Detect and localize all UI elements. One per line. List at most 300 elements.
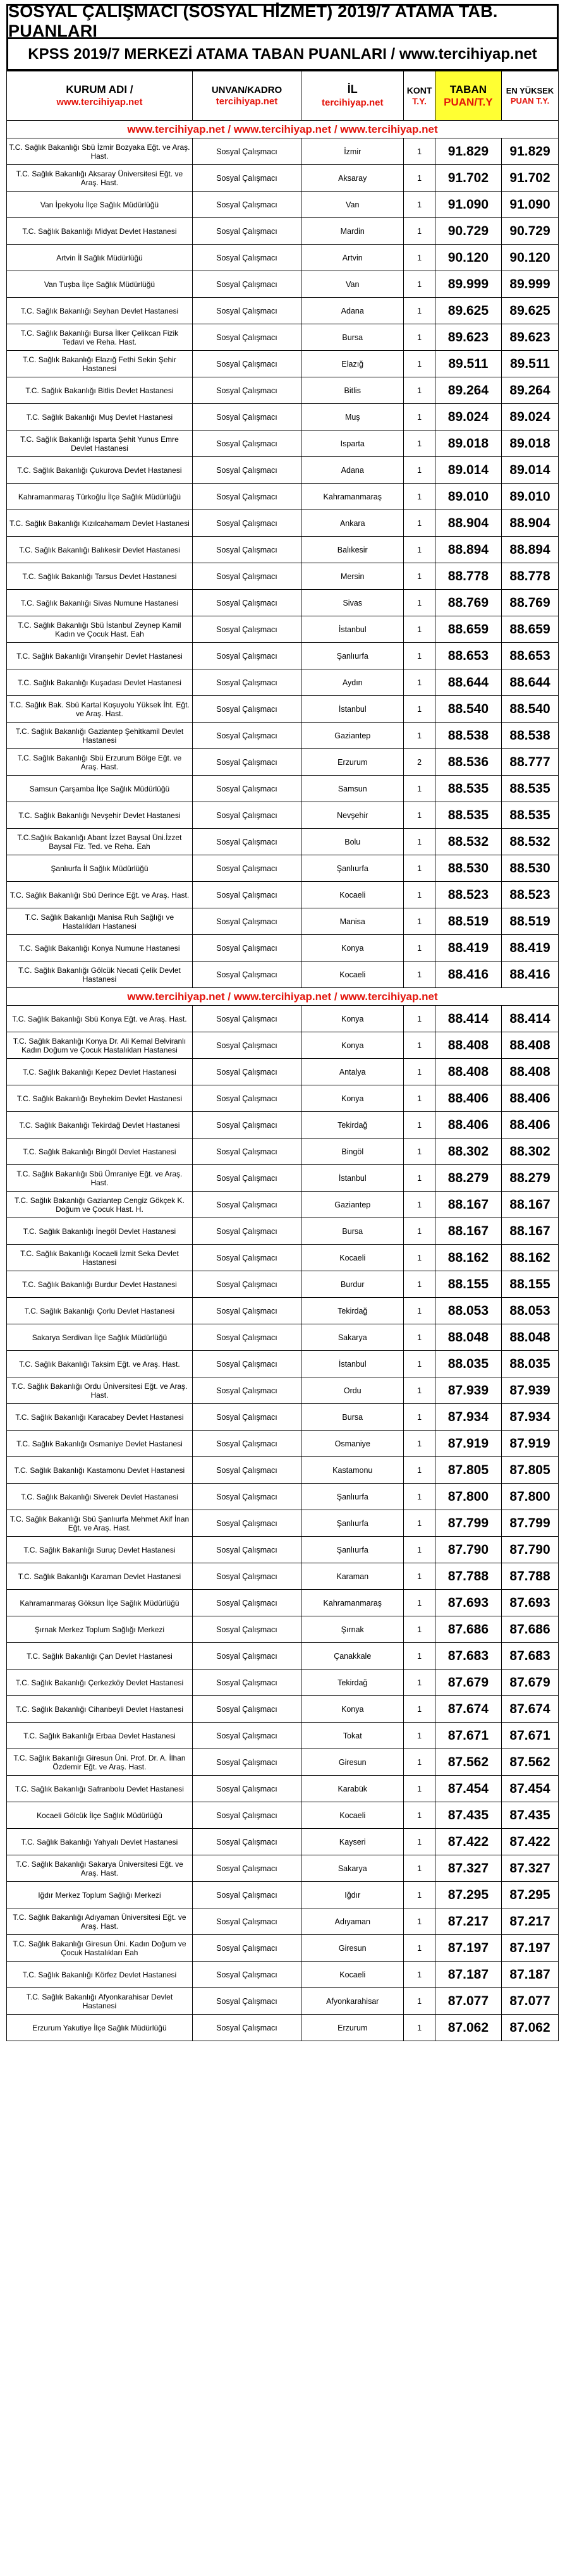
kontenjan-cell: 1	[404, 1298, 435, 1324]
table-row	[7, 1457, 559, 1484]
kurum-cell: T.C. Sağlık Bakanlığı Çan Devlet Hastanesi	[7, 1643, 193, 1670]
il-cell: Isparta	[301, 430, 404, 457]
il-cell: Kocaeli	[301, 961, 404, 988]
kurum-cell: T.C. Sağlık Bakanlığı Erbaa Devlet Hastanesi	[7, 1723, 193, 1749]
kurum-cell: T.C. Sağlık Bakanlığı Nevşehir Devlet Hastanesi	[7, 802, 193, 829]
unvan-cell: Sosyal Çalışmacı	[192, 669, 301, 696]
il-cell: Kayseri	[301, 1829, 404, 1855]
unvan-cell: Sosyal Çalışmacı	[192, 1829, 301, 1855]
en-yuksek-puan-cell: 89.625	[502, 298, 559, 324]
table-row	[7, 1802, 559, 1829]
unvan-cell: Sosyal Çalışmacı	[192, 643, 301, 669]
unvan-cell: Sosyal Çalışmacı	[192, 1882, 301, 1908]
table-row	[7, 1616, 559, 1643]
taban-puan-cell: 88.406	[435, 1085, 501, 1112]
taban-puan-cell: 88.644	[435, 669, 501, 696]
unvan-cell: Sosyal Çalışmacı	[192, 1935, 301, 1962]
kontenjan-cell: 1	[404, 1085, 435, 1112]
table-row	[7, 1590, 559, 1616]
il-cell: Karaman	[301, 1563, 404, 1590]
taban-puan-cell: 88.536	[435, 749, 501, 776]
il-cell: Tekirdağ	[301, 1670, 404, 1696]
kontenjan-cell: 1	[404, 1510, 435, 1537]
il-cell: Adıyaman	[301, 1908, 404, 1935]
il-cell: Elazığ	[301, 351, 404, 377]
table-row	[7, 1059, 559, 1085]
il-cell: Şanlıurfa	[301, 643, 404, 669]
table-row	[7, 1218, 559, 1245]
kontenjan-cell: 1	[404, 1829, 435, 1855]
unvan-cell: Sosyal Çalışmacı	[192, 1537, 301, 1563]
en-yuksek-puan-cell: 87.187	[502, 1962, 559, 1988]
table-row	[7, 1245, 559, 1271]
kurum-cell: T.C. Sağlık Bakanlığı Bursa İlker Çelikcan Fizik Tedavi ve Reha. Hast.	[7, 324, 193, 351]
table-row	[7, 1935, 559, 1962]
kontenjan-cell: 1	[404, 1776, 435, 1802]
kontenjan-cell: 1	[404, 1484, 435, 1510]
unvan-cell: Sosyal Çalışmacı	[192, 616, 301, 643]
kurum-cell: Iğdır Merkez Toplum Sağlığı Merkezi	[7, 1882, 193, 1908]
unvan-cell: Sosyal Çalışmacı	[192, 1032, 301, 1059]
en-yuksek-puan-cell: 89.511	[502, 351, 559, 377]
table-row	[7, 1696, 559, 1723]
table-row	[7, 829, 559, 855]
taban-puan-cell: 87.077	[435, 1988, 501, 2015]
unvan-cell: Sosyal Çalışmacı	[192, 1377, 301, 1404]
table-row	[7, 1855, 559, 1882]
unvan-cell: Sosyal Çalışmacı	[192, 1138, 301, 1165]
il-cell: Ordu	[301, 1377, 404, 1404]
unvan-cell: Sosyal Çalışmacı	[192, 1298, 301, 1324]
il-cell: İzmir	[301, 138, 404, 165]
unvan-cell: Sosyal Çalışmacı	[192, 723, 301, 749]
il-cell: Kastamonu	[301, 1457, 404, 1484]
table-row	[7, 430, 559, 457]
kurum-cell: T.C. Sağlık Bakanlığı Sbü Erzurum Bölge Eğt. ve Araş. Hast.	[7, 749, 193, 776]
en-yuksek-puan-cell: 87.562	[502, 1749, 559, 1776]
il-cell: Konya	[301, 1085, 404, 1112]
header-il-site: tercihiyap.net	[321, 97, 384, 108]
il-cell: Kocaeli	[301, 1962, 404, 1988]
en-yuksek-puan-cell: 89.014	[502, 457, 559, 484]
unvan-cell: Sosyal Çalışmacı	[192, 351, 301, 377]
taban-puan-cell: 87.562	[435, 1749, 501, 1776]
taban-puan-cell: 87.295	[435, 1882, 501, 1908]
kurum-cell: Van Tuşba İlçe Sağlık Müdürlüğü	[7, 271, 193, 298]
unvan-cell: Sosyal Çalışmacı	[192, 298, 301, 324]
kontenjan-cell: 1	[404, 1670, 435, 1696]
en-yuksek-puan-cell: 89.018	[502, 430, 559, 457]
unvan-cell: Sosyal Çalışmacı	[192, 1723, 301, 1749]
unvan-cell: Sosyal Çalışmacı	[192, 749, 301, 776]
il-cell: Tokat	[301, 1723, 404, 1749]
il-cell: İstanbul	[301, 1165, 404, 1192]
kontenjan-cell: 1	[404, 723, 435, 749]
taban-puan-cell: 87.327	[435, 1855, 501, 1882]
kontenjan-cell: 1	[404, 1988, 435, 2015]
taban-puan-cell: 89.014	[435, 457, 501, 484]
en-yuksek-puan-cell: 87.683	[502, 1643, 559, 1670]
il-cell: Kocaeli	[301, 882, 404, 908]
taban-puan-cell: 87.800	[435, 1484, 501, 1510]
kontenjan-cell: 1	[404, 1696, 435, 1723]
en-yuksek-puan-cell: 90.120	[502, 245, 559, 271]
il-cell: Adana	[301, 457, 404, 484]
kontenjan-cell: 1	[404, 1935, 435, 1962]
watermark-row	[7, 121, 559, 138]
header-kurum	[7, 71, 193, 121]
kurum-cell: T.C. Sağlık Bakanlığı Afyonkarahisar Devlet Hastanesi	[7, 1988, 193, 2015]
header-kont	[404, 71, 435, 121]
table-row	[7, 1670, 559, 1696]
kontenjan-cell: 1	[404, 457, 435, 484]
kurum-cell: T.C. Sağlık Bakanlığı Sbü Ümraniye Eğt. ve Araş. Hast.	[7, 1165, 193, 1192]
en-yuksek-puan-cell: 88.408	[502, 1032, 559, 1059]
en-yuksek-puan-cell: 87.805	[502, 1457, 559, 1484]
page-title: SOSYAL ÇALIŞMACI (SOSYAL HİZMET) 2019/7 ATAMA TAB. PUANLARI	[6, 4, 559, 39]
kontenjan-cell: 1	[404, 669, 435, 696]
il-cell: Aydın	[301, 669, 404, 696]
table-row	[7, 1324, 559, 1351]
header-taban-ty: PUAN/T.Y	[444, 95, 493, 108]
kontenjan-cell: 1	[404, 1749, 435, 1776]
taban-puan-cell: 87.062	[435, 2015, 501, 2041]
table-row	[7, 749, 559, 776]
kurum-cell: T.C. Sağlık Bakanlığı Balıkesir Devlet Hastanesi	[7, 537, 193, 563]
kurum-cell: T.C. Sağlık Bakanlığı Sakarya Üniversitesi Eğt. ve Araş. Hast.	[7, 1855, 193, 1882]
kontenjan-cell: 1	[404, 1006, 435, 1032]
unvan-cell: Sosyal Çalışmacı	[192, 1988, 301, 2015]
en-yuksek-puan-cell: 88.540	[502, 696, 559, 723]
table-row	[7, 1138, 559, 1165]
taban-puan-cell: 89.511	[435, 351, 501, 377]
unvan-cell: Sosyal Çalışmacı	[192, 1192, 301, 1218]
table-row	[7, 643, 559, 669]
kurum-cell: T.C. Sağlık Bakanlığı Çukurova Devlet Hastanesi	[7, 457, 193, 484]
taban-puan-cell: 88.419	[435, 935, 501, 961]
table-row	[7, 1085, 559, 1112]
taban-puan-cell: 88.155	[435, 1271, 501, 1298]
taban-puan-cell: 89.024	[435, 404, 501, 430]
unvan-cell: Sosyal Çalışmacı	[192, 1802, 301, 1829]
kurum-cell: Artvin İl Sağlık Müdürlüğü	[7, 245, 193, 271]
en-yuksek-puan-cell: 90.729	[502, 218, 559, 245]
kontenjan-cell: 1	[404, 298, 435, 324]
taban-puan-cell: 90.729	[435, 218, 501, 245]
header-row	[7, 71, 559, 121]
taban-puan-cell: 88.406	[435, 1112, 501, 1138]
kurum-cell: T.C. Sağlık Bakanlığı Burdur Devlet Hastanesi	[7, 1271, 193, 1298]
en-yuksek-puan-cell: 88.416	[502, 961, 559, 988]
il-cell: Bursa	[301, 1404, 404, 1431]
unvan-cell: Sosyal Çalışmacı	[192, 1059, 301, 1085]
table-row	[7, 1484, 559, 1510]
kontenjan-cell: 1	[404, 1616, 435, 1643]
kurum-cell: T.C.Sağlık Bakanlığı Abant İzzet Baysal Üni.İzzet Baysal Fiz. Ted. ve Reha. Eah	[7, 829, 193, 855]
il-cell: Sivas	[301, 590, 404, 616]
en-yuksek-puan-cell: 87.077	[502, 1988, 559, 2015]
taban-puan-cell: 88.530	[435, 855, 501, 882]
en-yuksek-puan-cell: 88.777	[502, 749, 559, 776]
il-cell: Kahramanmaraş	[301, 484, 404, 510]
kurum-cell: T.C. Sağlık Bakanlığı Suruç Devlet Hastanesi	[7, 1537, 193, 1563]
kurum-cell: Kahramanmaraş Göksun İlçe Sağlık Müdürlüğü	[7, 1590, 193, 1616]
kurum-cell: T.C. Sağlık Bakanlığı Gölcük Necati Çelik Devlet Hastanesi	[7, 961, 193, 988]
kurum-cell: T.C. Sağlık Bakanlığı Bitlis Devlet Hastanesi	[7, 377, 193, 404]
table-row	[7, 1829, 559, 1855]
il-cell: Çanakkale	[301, 1643, 404, 1670]
en-yuksek-puan-cell: 88.048	[502, 1324, 559, 1351]
table-row	[7, 1723, 559, 1749]
il-cell: Ankara	[301, 510, 404, 537]
kurum-cell: T.C. Sağlık Bakanlığı Körfez Devlet Hastanesi	[7, 1962, 193, 1988]
kurum-cell: Erzurum Yakutiye İlçe Sağlık Müdürlüğü	[7, 2015, 193, 2041]
kurum-cell: T.C. Sağlık Bakanlığı Kepez Devlet Hastanesi	[7, 1059, 193, 1085]
kontenjan-cell: 1	[404, 776, 435, 802]
taban-puan-cell: 88.535	[435, 776, 501, 802]
en-yuksek-puan-cell: 88.519	[502, 908, 559, 935]
il-cell: Burdur	[301, 1271, 404, 1298]
table-row	[7, 457, 559, 484]
kontenjan-cell: 1	[404, 245, 435, 271]
table-row	[7, 2015, 559, 2041]
unvan-cell: Sosyal Çalışmacı	[192, 1776, 301, 1802]
kontenjan-cell: 1	[404, 165, 435, 192]
kontenjan-cell: 1	[404, 1802, 435, 1829]
en-yuksek-puan-cell: 88.894	[502, 537, 559, 563]
table-row	[7, 1537, 559, 1563]
table-row	[7, 510, 559, 537]
kurum-cell: T.C. Sağlık Bakanlığı Cihanbeyli Devlet Hastanesi	[7, 1696, 193, 1723]
unvan-cell: Sosyal Çalışmacı	[192, 1510, 301, 1537]
en-yuksek-puan-cell: 89.999	[502, 271, 559, 298]
il-cell: Antalya	[301, 1059, 404, 1085]
en-yuksek-puan-cell: 88.532	[502, 829, 559, 855]
unvan-cell: Sosyal Çalışmacı	[192, 1616, 301, 1643]
unvan-cell: Sosyal Çalışmacı	[192, 590, 301, 616]
il-cell: Artvin	[301, 245, 404, 271]
il-cell: Mersin	[301, 563, 404, 590]
header-kurum-label: KURUM ADI /	[66, 83, 133, 95]
table-row	[7, 404, 559, 430]
table-row	[7, 802, 559, 829]
en-yuksek-puan-cell: 87.686	[502, 1616, 559, 1643]
table-row	[7, 1032, 559, 1059]
il-cell: Kahramanmaraş	[301, 1590, 404, 1616]
unvan-cell: Sosyal Çalışmacı	[192, 218, 301, 245]
unvan-cell: Sosyal Çalışmacı	[192, 776, 301, 802]
kontenjan-cell: 1	[404, 935, 435, 961]
header-taban	[435, 71, 501, 121]
kurum-cell: Kahramanmaraş Türkoğlu İlçe Sağlık Müdürlüğü	[7, 484, 193, 510]
unvan-cell: Sosyal Çalışmacı	[192, 1908, 301, 1935]
unvan-cell: Sosyal Çalışmacı	[192, 537, 301, 563]
kontenjan-cell: 1	[404, 1218, 435, 1245]
en-yuksek-puan-cell: 88.279	[502, 1165, 559, 1192]
kontenjan-cell: 1	[404, 802, 435, 829]
taban-puan-cell: 88.523	[435, 882, 501, 908]
unvan-cell: Sosyal Çalışmacı	[192, 271, 301, 298]
kurum-cell: Sakarya Serdivan İlçe Sağlık Müdürlüğü	[7, 1324, 193, 1351]
unvan-cell: Sosyal Çalışmacı	[192, 829, 301, 855]
kontenjan-cell: 1	[404, 1537, 435, 1563]
taban-puan-cell: 88.769	[435, 590, 501, 616]
kontenjan-cell: 1	[404, 430, 435, 457]
taban-puan-cell: 87.217	[435, 1908, 501, 1935]
en-yuksek-puan-cell: 91.090	[502, 192, 559, 218]
il-cell: Muş	[301, 404, 404, 430]
taban-puan-cell: 87.788	[435, 1563, 501, 1590]
table-row	[7, 271, 559, 298]
en-yuksek-puan-cell: 88.419	[502, 935, 559, 961]
il-cell: Van	[301, 271, 404, 298]
kurum-cell: T.C. Sağlık Bakanlığı Kızılcahamam Devlet Hastanesi	[7, 510, 193, 537]
table-row	[7, 324, 559, 351]
taban-puan-cell: 88.904	[435, 510, 501, 537]
header-en-yuksek	[502, 71, 559, 121]
taban-puan-cell: 88.653	[435, 643, 501, 669]
unvan-cell: Sosyal Çalışmacı	[192, 1457, 301, 1484]
taban-puan-cell: 88.535	[435, 802, 501, 829]
kurum-cell: T.C. Sağlık Bakanlığı Seyhan Devlet Hastanesi	[7, 298, 193, 324]
table-row	[7, 1377, 559, 1404]
kontenjan-cell: 1	[404, 138, 435, 165]
header-taban-label: TABAN	[449, 83, 487, 95]
taban-puan-cell: 87.197	[435, 1935, 501, 1962]
en-yuksek-puan-cell: 88.778	[502, 563, 559, 590]
kontenjan-cell: 1	[404, 961, 435, 988]
taban-puan-cell: 87.435	[435, 1802, 501, 1829]
en-yuksek-puan-cell: 88.035	[502, 1351, 559, 1377]
kurum-cell: T.C. Sağlık Bakanlığı Sbü İstanbul Zeynep Kamil Kadın ve Çocuk Hast. Eah	[7, 616, 193, 643]
taban-puan-cell: 88.894	[435, 537, 501, 563]
il-cell: Giresun	[301, 1749, 404, 1776]
il-cell: İstanbul	[301, 1351, 404, 1377]
il-cell: Iğdır	[301, 1882, 404, 1908]
taban-puan-cell: 88.167	[435, 1218, 501, 1245]
en-yuksek-puan-cell: 87.679	[502, 1670, 559, 1696]
table-row	[7, 1351, 559, 1377]
table-row	[7, 1643, 559, 1670]
kurum-cell: T.C. Sağlık Bakanlığı Manisa Ruh Sağlığı ve Hastalıkları Hastanesi	[7, 908, 193, 935]
table-row	[7, 1749, 559, 1776]
en-yuksek-puan-cell: 87.800	[502, 1484, 559, 1510]
en-yuksek-puan-cell: 87.295	[502, 1882, 559, 1908]
unvan-cell: Sosyal Çalışmacı	[192, 377, 301, 404]
kurum-cell: T.C. Sağlık Bakanlığı Kuşadası Devlet Hastanesi	[7, 669, 193, 696]
taban-puan-cell: 89.623	[435, 324, 501, 351]
en-yuksek-puan-cell: 87.790	[502, 1537, 559, 1563]
kontenjan-cell: 1	[404, 882, 435, 908]
kontenjan-cell: 1	[404, 1457, 435, 1484]
kontenjan-cell: 1	[404, 1192, 435, 1218]
kontenjan-cell: 1	[404, 908, 435, 935]
en-yuksek-puan-cell: 88.414	[502, 1006, 559, 1032]
kurum-cell: Kocaeli Gölcük İlçe Sağlık Müdürlüğü	[7, 1802, 193, 1829]
taban-puan-cell: 87.422	[435, 1829, 501, 1855]
taban-puan-cell: 87.454	[435, 1776, 501, 1802]
il-cell: Erzurum	[301, 2015, 404, 2041]
unvan-cell: Sosyal Çalışmacı	[192, 165, 301, 192]
taban-puan-cell: 88.416	[435, 961, 501, 988]
il-cell: Kocaeli	[301, 1245, 404, 1271]
header-en-yuksek-label: EN YÜKSEK	[506, 85, 554, 95]
kontenjan-cell: 1	[404, 1112, 435, 1138]
kurum-cell: T.C. Sağlık Bakanlığı Konya Dr. Ali Kemal Belviranlı Kadın Doğum ve Çocuk Hastalıkları Hastanesi	[7, 1032, 193, 1059]
table-row	[7, 1510, 559, 1537]
table-row	[7, 351, 559, 377]
taban-puan-cell: 87.187	[435, 1962, 501, 1988]
table-row	[7, 1165, 559, 1192]
table-row	[7, 1006, 559, 1032]
en-yuksek-puan-cell: 87.788	[502, 1563, 559, 1590]
table-row	[7, 882, 559, 908]
en-yuksek-puan-cell: 88.408	[502, 1059, 559, 1085]
taban-puan-cell: 89.625	[435, 298, 501, 324]
table-row	[7, 1404, 559, 1431]
taban-puan-cell: 91.090	[435, 192, 501, 218]
table-row	[7, 1882, 559, 1908]
kurum-cell: T.C. Sağlık Bakanlığı Muş Devlet Hastanesi	[7, 404, 193, 430]
il-cell: Şırnak	[301, 1616, 404, 1643]
en-yuksek-puan-cell: 87.454	[502, 1776, 559, 1802]
kurum-cell: T.C. Sağlık Bakanlığı Yahyalı Devlet Hastanesi	[7, 1829, 193, 1855]
il-cell: Van	[301, 192, 404, 218]
il-cell: Kocaeli	[301, 1802, 404, 1829]
header-unvan-label: UNVAN/KADRO	[211, 84, 282, 95]
il-cell: Samsun	[301, 776, 404, 802]
taban-puan-cell: 88.408	[435, 1032, 501, 1059]
header-unvan	[192, 71, 301, 121]
table-row	[7, 669, 559, 696]
kurum-cell: T.C. Sağlık Bakanlığı Sbü Şanlıurfa Mehmet Akif İnan Eğt. ve Araş. Hast.	[7, 1510, 193, 1537]
kurum-cell: T.C. Sağlık Bakanlığı Safranbolu Devlet Hastanesi	[7, 1776, 193, 1802]
taban-puan-cell: 87.790	[435, 1537, 501, 1563]
header-en-yuksek-ty: PUAN T.Y.	[510, 95, 550, 106]
kurum-cell: Samsun Çarşamba İlçe Sağlık Müdürlüğü	[7, 776, 193, 802]
unvan-cell: Sosyal Çalışmacı	[192, 935, 301, 961]
unvan-cell: Sosyal Çalışmacı	[192, 1962, 301, 1988]
en-yuksek-puan-cell: 91.829	[502, 138, 559, 165]
en-yuksek-puan-cell: 87.422	[502, 1829, 559, 1855]
en-yuksek-puan-cell: 87.197	[502, 1935, 559, 1962]
table-row	[7, 1112, 559, 1138]
kontenjan-cell: 1	[404, 1431, 435, 1457]
en-yuksek-puan-cell: 87.674	[502, 1696, 559, 1723]
kontenjan-cell: 1	[404, 324, 435, 351]
unvan-cell: Sosyal Çalışmacı	[192, 1351, 301, 1377]
table-row	[7, 563, 559, 590]
table-row	[7, 961, 559, 988]
kurum-cell: Şanlıurfa İl Sağlık Müdürlüğü	[7, 855, 193, 882]
kontenjan-cell: 1	[404, 563, 435, 590]
unvan-cell: Sosyal Çalışmacı	[192, 484, 301, 510]
taban-puan-cell: 87.919	[435, 1431, 501, 1457]
il-cell: Sakarya	[301, 1855, 404, 1882]
en-yuksek-puan-cell: 91.702	[502, 165, 559, 192]
kurum-cell: T.C. Sağlık Bakanlığı Sbü Derince Eğt. ve Araş. Hast.	[7, 882, 193, 908]
kurum-cell: Şırnak Merkez Toplum Sağlığı Merkezi	[7, 1616, 193, 1643]
kurum-cell: T.C. Sağlık Bakanlığı Çerkezköy Devlet Hastanesi	[7, 1670, 193, 1696]
kurum-cell: T.C. Sağlık Bakanlığı Bingöl Devlet Hastanesi	[7, 1138, 193, 1165]
il-cell: Manisa	[301, 908, 404, 935]
kontenjan-cell: 1	[404, 1590, 435, 1616]
table-body-part1	[7, 121, 559, 988]
en-yuksek-puan-cell: 88.659	[502, 616, 559, 643]
kontenjan-cell: 1	[404, 271, 435, 298]
unvan-cell: Sosyal Çalışmacı	[192, 2015, 301, 2041]
kurum-cell: T.C. Sağlık Bakanlığı Konya Numune Hastanesi	[7, 935, 193, 961]
